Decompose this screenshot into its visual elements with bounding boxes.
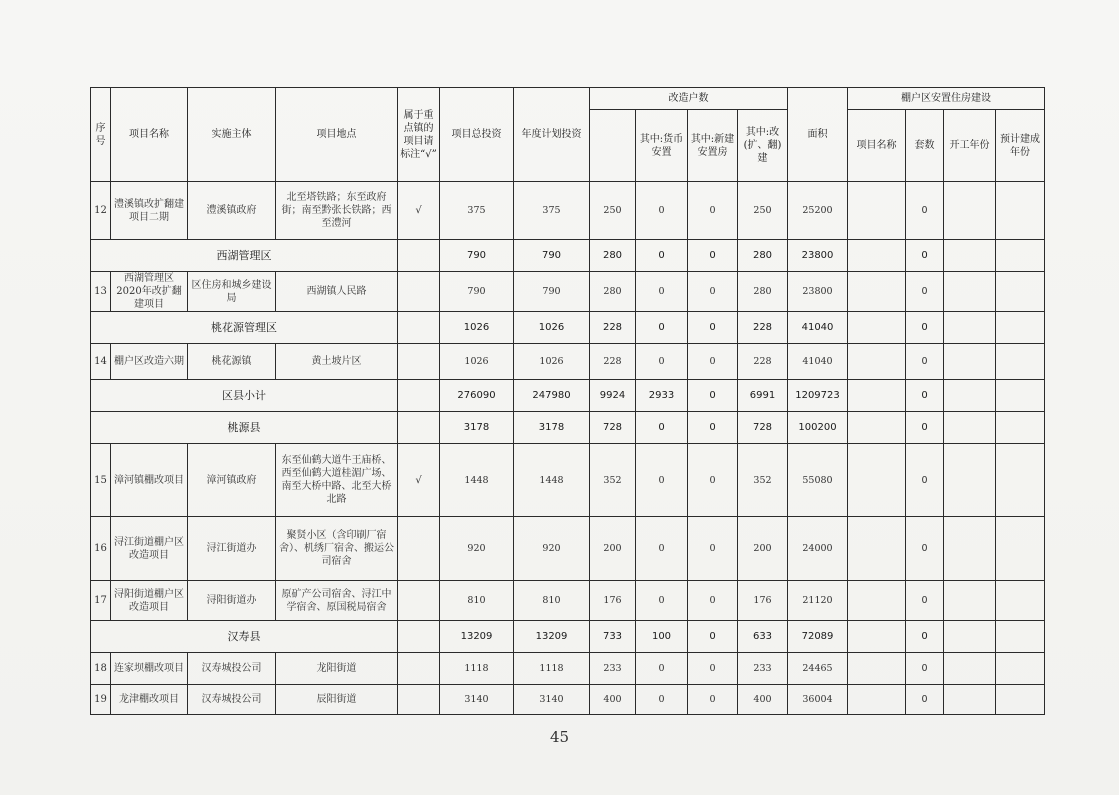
project-name-cell: 连家坝棚改项目 bbox=[111, 653, 188, 685]
new-build-cell: 0 bbox=[688, 312, 738, 344]
cash-cell: 100 bbox=[636, 621, 688, 653]
new-build-cell: 0 bbox=[688, 182, 738, 240]
table-row bbox=[91, 182, 1045, 240]
group-label: 桃花源管理区 bbox=[91, 312, 398, 344]
header-cash: 其中:货币安置 bbox=[636, 110, 688, 182]
new-build-cell: 0 bbox=[688, 380, 738, 412]
key-town-cell bbox=[398, 272, 440, 312]
header-households-blank bbox=[590, 110, 636, 182]
key-town-cell bbox=[398, 240, 440, 272]
cash-cell: 0 bbox=[636, 344, 688, 380]
header-finish-year: 预计建成年份 bbox=[996, 110, 1045, 182]
new-build-cell: 0 bbox=[688, 517, 738, 581]
header-area: 面积 bbox=[788, 88, 848, 182]
total-investment-cell: 920 bbox=[440, 517, 514, 581]
table-body bbox=[91, 182, 1045, 715]
cash-cell: 0 bbox=[636, 272, 688, 312]
header-housing-group: 棚户区安置住房建设 bbox=[848, 88, 1045, 110]
households-cell: 9924 bbox=[590, 380, 636, 412]
project-name-cell: 棚户区改造六期 bbox=[111, 344, 188, 380]
annual-investment-cell: 790 bbox=[514, 240, 590, 272]
cash-cell: 0 bbox=[636, 182, 688, 240]
households-cell: 228 bbox=[590, 312, 636, 344]
sets-cell: 0 bbox=[906, 312, 944, 344]
rebuild-cell: 352 bbox=[738, 444, 788, 517]
location-cell: 西湖镇人民路 bbox=[276, 272, 398, 312]
sets-cell: 0 bbox=[906, 272, 944, 312]
seq-cell: 14 bbox=[91, 344, 111, 380]
key-town-cell bbox=[398, 581, 440, 621]
start-year-cell bbox=[944, 581, 996, 621]
rebuild-cell: 280 bbox=[738, 240, 788, 272]
summary-row bbox=[91, 240, 1045, 272]
housing-name-cell bbox=[848, 380, 906, 412]
entity-cell: 汉寿城投公司 bbox=[188, 685, 276, 715]
page-number: 45 bbox=[549, 728, 570, 746]
header-location: 项目地点 bbox=[276, 88, 398, 182]
table-row bbox=[91, 685, 1045, 715]
cash-cell: 0 bbox=[636, 312, 688, 344]
finish-year-cell bbox=[996, 517, 1045, 581]
sets-cell: 0 bbox=[906, 240, 944, 272]
header-new-build: 其中:新建安置房 bbox=[688, 110, 738, 182]
total-investment-cell: 13209 bbox=[440, 621, 514, 653]
total-investment-cell: 276090 bbox=[440, 380, 514, 412]
start-year-cell bbox=[944, 685, 996, 715]
annual-investment-cell: 1118 bbox=[514, 653, 590, 685]
housing-name-cell bbox=[848, 653, 906, 685]
area-cell: 24465 bbox=[788, 653, 848, 685]
rebuild-cell: 400 bbox=[738, 685, 788, 715]
new-build-cell: 0 bbox=[688, 272, 738, 312]
summary-row bbox=[91, 380, 1045, 412]
new-build-cell: 0 bbox=[688, 344, 738, 380]
entity-cell: 漳河镇政府 bbox=[188, 444, 276, 517]
summary-row bbox=[91, 312, 1045, 344]
project-name-cell: 龙津棚改项目 bbox=[111, 685, 188, 715]
total-investment-cell: 1448 bbox=[440, 444, 514, 517]
rebuild-cell: 633 bbox=[738, 621, 788, 653]
renovation-table bbox=[90, 87, 1045, 715]
key-town-cell bbox=[398, 621, 440, 653]
finish-year-cell bbox=[996, 444, 1045, 517]
start-year-cell bbox=[944, 344, 996, 380]
annual-investment-cell: 375 bbox=[514, 182, 590, 240]
annual-investment-cell: 3140 bbox=[514, 685, 590, 715]
project-name-cell: 西湖管理区2020年改扩翻建项目 bbox=[111, 272, 188, 312]
housing-name-cell bbox=[848, 444, 906, 517]
header-project-name: 项目名称 bbox=[111, 88, 188, 182]
households-cell: 176 bbox=[590, 581, 636, 621]
project-name-cell: 浔阳街道棚户区改造项目 bbox=[111, 581, 188, 621]
area-cell: 23800 bbox=[788, 240, 848, 272]
new-build-cell: 0 bbox=[688, 444, 738, 517]
area-cell: 21120 bbox=[788, 581, 848, 621]
rebuild-cell: 250 bbox=[738, 182, 788, 240]
cash-cell: 0 bbox=[636, 412, 688, 444]
area-cell: 41040 bbox=[788, 312, 848, 344]
header-seq: 序号 bbox=[91, 88, 111, 182]
cash-cell: 0 bbox=[636, 685, 688, 715]
housing-name-cell bbox=[848, 272, 906, 312]
table-row bbox=[91, 344, 1045, 380]
entity-cell: 桃花源镇 bbox=[188, 344, 276, 380]
header-annual-investment: 年度计划投资 bbox=[514, 88, 590, 182]
finish-year-cell bbox=[996, 412, 1045, 444]
new-build-cell: 0 bbox=[688, 240, 738, 272]
area-cell: 25200 bbox=[788, 182, 848, 240]
households-cell: 400 bbox=[590, 685, 636, 715]
new-build-cell: 0 bbox=[688, 685, 738, 715]
start-year-cell bbox=[944, 380, 996, 412]
group-label: 桃源县 bbox=[91, 412, 398, 444]
header-sets: 套数 bbox=[906, 110, 944, 182]
start-year-cell bbox=[944, 517, 996, 581]
total-investment-cell: 1118 bbox=[440, 653, 514, 685]
seq-cell: 12 bbox=[91, 182, 111, 240]
sets-cell: 0 bbox=[906, 182, 944, 240]
key-town-cell bbox=[398, 380, 440, 412]
key-town-cell bbox=[398, 412, 440, 444]
area-cell: 100200 bbox=[788, 412, 848, 444]
sets-cell: 0 bbox=[906, 380, 944, 412]
total-investment-cell: 790 bbox=[440, 240, 514, 272]
key-town-cell: √ bbox=[398, 182, 440, 240]
key-town-cell bbox=[398, 685, 440, 715]
seq-cell: 18 bbox=[91, 653, 111, 685]
total-investment-cell: 3140 bbox=[440, 685, 514, 715]
area-cell: 41040 bbox=[788, 344, 848, 380]
annual-investment-cell: 247980 bbox=[514, 380, 590, 412]
location-cell: 辰阳街道 bbox=[276, 685, 398, 715]
finish-year-cell bbox=[996, 344, 1045, 380]
rebuild-cell: 228 bbox=[738, 344, 788, 380]
households-cell: 200 bbox=[590, 517, 636, 581]
households-cell: 733 bbox=[590, 621, 636, 653]
housing-name-cell bbox=[848, 517, 906, 581]
finish-year-cell bbox=[996, 685, 1045, 715]
header-entity: 实施主体 bbox=[188, 88, 276, 182]
sets-cell: 0 bbox=[906, 581, 944, 621]
project-name-cell: 漳河镇棚改项目 bbox=[111, 444, 188, 517]
annual-investment-cell: 920 bbox=[514, 517, 590, 581]
households-cell: 280 bbox=[590, 240, 636, 272]
entity-cell: 汉寿城投公司 bbox=[188, 653, 276, 685]
header-key-town: 属于重点镇的项目请标注“√” bbox=[398, 88, 440, 182]
new-build-cell: 0 bbox=[688, 412, 738, 444]
start-year-cell bbox=[944, 653, 996, 685]
housing-name-cell bbox=[848, 621, 906, 653]
header-start-year: 开工年份 bbox=[944, 110, 996, 182]
total-investment-cell: 1026 bbox=[440, 344, 514, 380]
households-cell: 352 bbox=[590, 444, 636, 517]
annual-investment-cell: 790 bbox=[514, 272, 590, 312]
total-investment-cell: 3178 bbox=[440, 412, 514, 444]
cash-cell: 0 bbox=[636, 581, 688, 621]
households-cell: 233 bbox=[590, 653, 636, 685]
location-cell: 东至仙鹤大道牛王庙桥、西至仙鹤大道桂湄广场、南至大桥中路、北至大桥北路 bbox=[276, 444, 398, 517]
sets-cell: 0 bbox=[906, 653, 944, 685]
area-cell: 24000 bbox=[788, 517, 848, 581]
seq-cell: 17 bbox=[91, 581, 111, 621]
cash-cell: 0 bbox=[636, 517, 688, 581]
header-households-group: 改造户数 bbox=[590, 88, 788, 110]
new-build-cell: 0 bbox=[688, 581, 738, 621]
cash-cell: 0 bbox=[636, 240, 688, 272]
group-label: 西湖管理区 bbox=[91, 240, 398, 272]
annual-investment-cell: 1026 bbox=[514, 344, 590, 380]
total-investment-cell: 1026 bbox=[440, 312, 514, 344]
project-name-cell: 澧溪镇改扩翻建项目二期 bbox=[111, 182, 188, 240]
total-investment-cell: 810 bbox=[440, 581, 514, 621]
households-cell: 250 bbox=[590, 182, 636, 240]
finish-year-cell bbox=[996, 581, 1045, 621]
start-year-cell bbox=[944, 444, 996, 517]
finish-year-cell bbox=[996, 312, 1045, 344]
table-row bbox=[91, 581, 1045, 621]
summary-row bbox=[91, 621, 1045, 653]
entity-cell: 区住房和城乡建设局 bbox=[188, 272, 276, 312]
new-build-cell: 0 bbox=[688, 621, 738, 653]
entity-cell: 浔阳街道办 bbox=[188, 581, 276, 621]
finish-year-cell bbox=[996, 380, 1045, 412]
header-housing-name: 项目名称 bbox=[848, 110, 906, 182]
area-cell: 55080 bbox=[788, 444, 848, 517]
annual-investment-cell: 810 bbox=[514, 581, 590, 621]
area-cell: 72089 bbox=[788, 621, 848, 653]
sets-cell: 0 bbox=[906, 444, 944, 517]
location-cell: 原矿产公司宿舍、浔江中学宿舍、原国税局宿舍 bbox=[276, 581, 398, 621]
rebuild-cell: 233 bbox=[738, 653, 788, 685]
sets-cell: 0 bbox=[906, 412, 944, 444]
housing-name-cell bbox=[848, 581, 906, 621]
area-cell: 1209723 bbox=[788, 380, 848, 412]
start-year-cell bbox=[944, 312, 996, 344]
rebuild-cell: 6991 bbox=[738, 380, 788, 412]
annual-investment-cell: 1026 bbox=[514, 312, 590, 344]
header-rebuild: 其中:改(扩、翻)建 bbox=[738, 110, 788, 182]
rebuild-cell: 728 bbox=[738, 412, 788, 444]
sets-cell: 0 bbox=[906, 621, 944, 653]
start-year-cell bbox=[944, 272, 996, 312]
start-year-cell bbox=[944, 182, 996, 240]
key-town-cell bbox=[398, 517, 440, 581]
table-row bbox=[91, 653, 1045, 685]
annual-investment-cell: 3178 bbox=[514, 412, 590, 444]
area-cell: 36004 bbox=[788, 685, 848, 715]
table-row bbox=[91, 272, 1045, 312]
rebuild-cell: 228 bbox=[738, 312, 788, 344]
seq-cell: 19 bbox=[91, 685, 111, 715]
location-cell: 北至塔铁路；东至政府街；南至黔张长铁路；西至澧河 bbox=[276, 182, 398, 240]
group-label: 汉寿县 bbox=[91, 621, 398, 653]
households-cell: 280 bbox=[590, 272, 636, 312]
housing-name-cell bbox=[848, 344, 906, 380]
key-town-cell bbox=[398, 344, 440, 380]
housing-name-cell bbox=[848, 182, 906, 240]
location-cell: 聚贤小区（含印刷厂宿舍）、机绣厂宿舍、搬运公司宿舍 bbox=[276, 517, 398, 581]
start-year-cell bbox=[944, 621, 996, 653]
cash-cell: 0 bbox=[636, 444, 688, 517]
housing-name-cell bbox=[848, 312, 906, 344]
housing-name-cell bbox=[848, 240, 906, 272]
rebuild-cell: 176 bbox=[738, 581, 788, 621]
finish-year-cell bbox=[996, 621, 1045, 653]
households-cell: 728 bbox=[590, 412, 636, 444]
key-town-cell bbox=[398, 653, 440, 685]
finish-year-cell bbox=[996, 653, 1045, 685]
finish-year-cell bbox=[996, 182, 1045, 240]
total-investment-cell: 790 bbox=[440, 272, 514, 312]
households-cell: 228 bbox=[590, 344, 636, 380]
key-town-cell: √ bbox=[398, 444, 440, 517]
project-name-cell: 浔江街道棚户区改造项目 bbox=[111, 517, 188, 581]
cash-cell: 2933 bbox=[636, 380, 688, 412]
total-investment-cell: 375 bbox=[440, 182, 514, 240]
finish-year-cell bbox=[996, 240, 1045, 272]
cash-cell: 0 bbox=[636, 653, 688, 685]
table-row bbox=[91, 444, 1045, 517]
sets-cell: 0 bbox=[906, 685, 944, 715]
finish-year-cell bbox=[996, 272, 1045, 312]
sets-cell: 0 bbox=[906, 517, 944, 581]
area-cell: 23800 bbox=[788, 272, 848, 312]
start-year-cell bbox=[944, 240, 996, 272]
annual-investment-cell: 13209 bbox=[514, 621, 590, 653]
key-town-cell bbox=[398, 312, 440, 344]
annual-investment-cell: 1448 bbox=[514, 444, 590, 517]
location-cell: 黄土坡片区 bbox=[276, 344, 398, 380]
group-label: 区县小计 bbox=[91, 380, 398, 412]
summary-row bbox=[91, 412, 1045, 444]
rebuild-cell: 280 bbox=[738, 272, 788, 312]
sets-cell: 0 bbox=[906, 344, 944, 380]
table-row bbox=[91, 517, 1045, 581]
header-total-investment: 项目总投资 bbox=[440, 88, 514, 182]
new-build-cell: 0 bbox=[688, 653, 738, 685]
housing-name-cell bbox=[848, 685, 906, 715]
entity-cell: 澧溪镇政府 bbox=[188, 182, 276, 240]
entity-cell: 浔江街道办 bbox=[188, 517, 276, 581]
rebuild-cell: 200 bbox=[738, 517, 788, 581]
location-cell: 龙阳街道 bbox=[276, 653, 398, 685]
start-year-cell bbox=[944, 412, 996, 444]
seq-cell: 15 bbox=[91, 444, 111, 517]
seq-cell: 13 bbox=[91, 272, 111, 312]
seq-cell: 16 bbox=[91, 517, 111, 581]
housing-name-cell bbox=[848, 412, 906, 444]
